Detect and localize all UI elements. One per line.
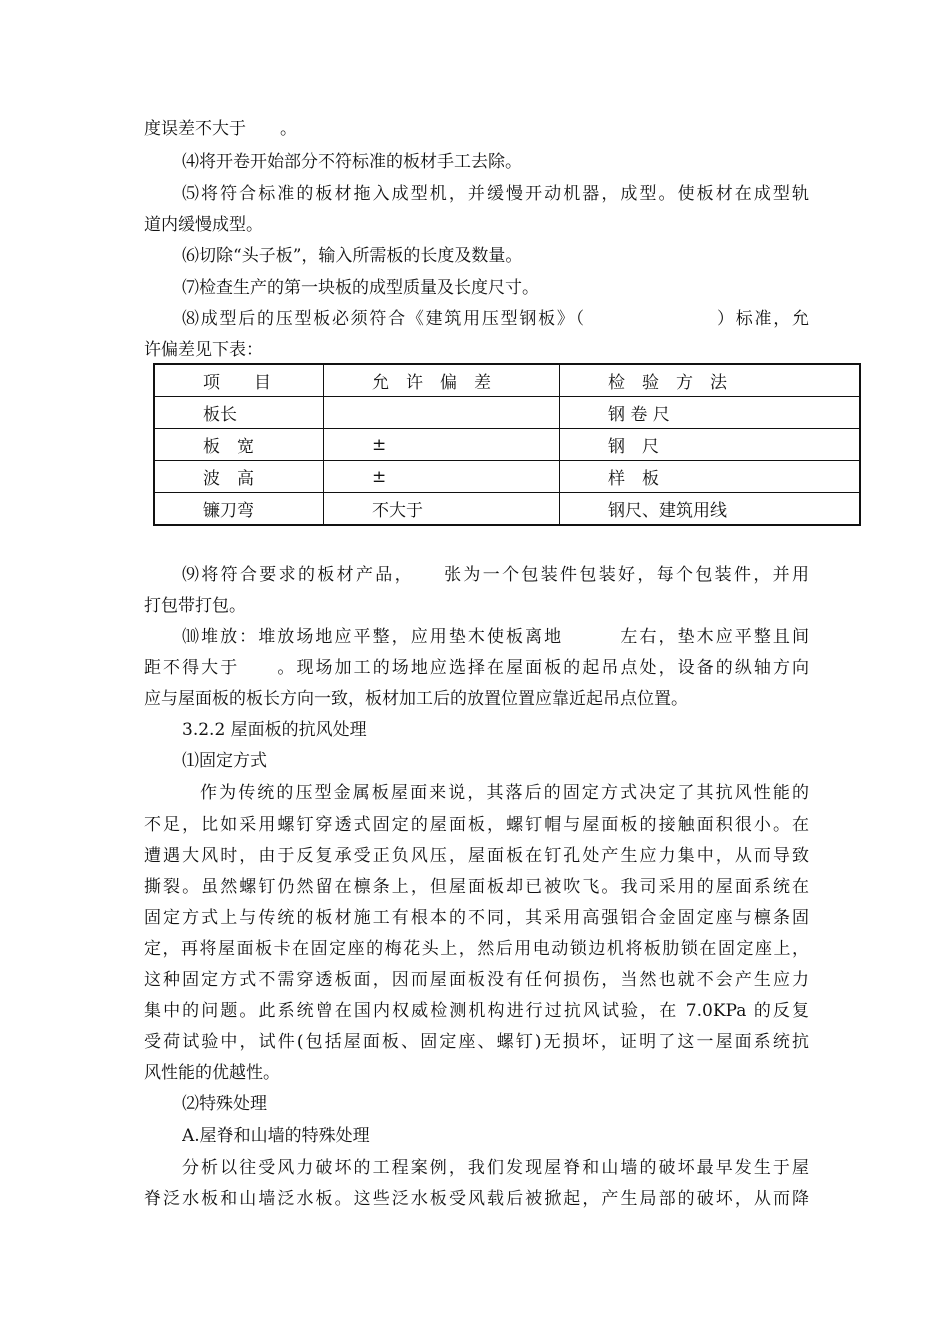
table-header-cell: 允 许 偏 差 bbox=[324, 364, 560, 397]
subsection-heading: A.屋脊和山墙的特殊处理 bbox=[182, 1126, 370, 1146]
list-item-4: ⑷将开卷开始部分不符标准的板材手工去除。 bbox=[182, 152, 522, 172]
table-cell: 样 板 bbox=[560, 461, 861, 493]
table-cell: ± bbox=[324, 429, 560, 461]
table-header-row bbox=[154, 364, 860, 397]
list-item-10-line2: 距不得大于 。现场加工的场地应选择在屋面板的起吊点处，设备的纵轴方向 bbox=[144, 658, 809, 678]
list-item-10-line3: 应与屋面板的板长方向一致，板材加工后的放置位置应靠近起吊点位置。 bbox=[144, 689, 688, 709]
table-cell: 钢 尺 bbox=[560, 429, 861, 461]
table-header-cell: 项 目 bbox=[154, 364, 324, 397]
section-heading: 3.2.2 屋面板的抗风处理 bbox=[182, 720, 367, 740]
list-item-9-line2: 打包带打包。 bbox=[144, 596, 246, 616]
body-line: 分析以往受风力破坏的工程案例，我们发现屋脊和山墙的破坏最早发生于屋 bbox=[182, 1158, 809, 1178]
table-cell: ± bbox=[324, 461, 560, 493]
body-line: 脊泛水板和山墙泛水板。这些泛水板受风载后被掀起，产生局部的破坏，从而降 bbox=[144, 1189, 809, 1209]
table-row bbox=[154, 461, 860, 493]
paragraph-line: 度误差不大于 。 bbox=[144, 119, 297, 139]
body-line: 遭遇大风时，由于反复承受正负风压，屋面板在钉孔处产生应力集中，从而导致 bbox=[144, 846, 809, 866]
table-header-cell: 检 验 方 法 bbox=[560, 364, 861, 397]
body-line: 作为传统的压型金属板屋面来说，其落后的固定方式决定了其抗风性能的 bbox=[200, 783, 809, 803]
body-line: 这种固定方式不需穿透板面，因而屋面板没有任何损伤，当然也就不会产生应力 bbox=[144, 970, 809, 990]
list-item-9-line1: ⑼将符合要求的板材产品， 张为一个包装件包装好，每个包装件，并用 bbox=[182, 565, 809, 585]
table-cell: 镰刀弯 bbox=[154, 493, 324, 526]
subsection-heading: ⑴固定方式 bbox=[182, 751, 267, 771]
body-line: 定，再将屋面板卡在固定座的梅花头上，然后用电动锁边机将板肋锁在固定座上， bbox=[144, 939, 809, 959]
list-item-5-line2: 道内缓慢成型。 bbox=[144, 215, 263, 235]
table-row bbox=[154, 493, 860, 526]
body-line: 受荷试验中，试件(包括屋面板、固定座、螺钉)无损坏，证明了这一屋面系统抗 bbox=[144, 1032, 809, 1052]
list-item-6: ⑹切除“头子板”，输入所需板的长度及数量。 bbox=[182, 246, 523, 266]
tolerance-table bbox=[153, 363, 861, 526]
body-line: 固定方式上与传统的板材施工有根本的不同，其采用高强铝合金固定座与檩条固 bbox=[144, 908, 809, 928]
list-item-7: ⑺检查生产的第一块板的成型质量及长度尺寸。 bbox=[182, 278, 539, 298]
list-item-5-line1: ⑸将符合标准的板材拖入成型机，并缓慢开动机器，成型。使板材在成型轨 bbox=[182, 184, 809, 204]
table-cell: 不大于 bbox=[324, 493, 560, 526]
body-line: 风性能的优越性。 bbox=[144, 1063, 280, 1083]
table-cell: 钢尺、建筑用线 bbox=[560, 493, 861, 526]
table-cell: 钢 卷 尺 bbox=[560, 397, 861, 429]
body-line: 撕裂。虽然螺钉仍然留在檩条上，但屋面板却已被吹飞。我司采用的屋面系统在 bbox=[144, 877, 809, 897]
body-line: 集中的问题。此系统曾在国内权威检测机构进行过抗风试验，在 7.0KPa 的反复 bbox=[144, 1001, 809, 1021]
table-cell: 板 宽 bbox=[154, 429, 324, 461]
table-cell: 波 高 bbox=[154, 461, 324, 493]
table-cell: 板长 bbox=[154, 397, 324, 429]
list-item-8-line2: 许偏差见下表： bbox=[144, 340, 263, 360]
list-item-10-line1: ⑽堆放：堆放场地应平整，应用垫木使板离地 左右，垫木应平整且间 bbox=[182, 627, 809, 647]
list-item-8-line1: ⑻成型后的压型板必须符合《建筑用压型钢板》（ ）标准，允 bbox=[182, 309, 809, 329]
body-line: 不足，比如采用螺钉穿透式固定的屋面板，螺钉帽与屋面板的接触面积很小。在 bbox=[144, 815, 809, 835]
table-row bbox=[154, 397, 860, 429]
table-row bbox=[154, 429, 860, 461]
subsection-heading: ⑵特殊处理 bbox=[182, 1094, 267, 1114]
table-cell bbox=[324, 397, 560, 429]
